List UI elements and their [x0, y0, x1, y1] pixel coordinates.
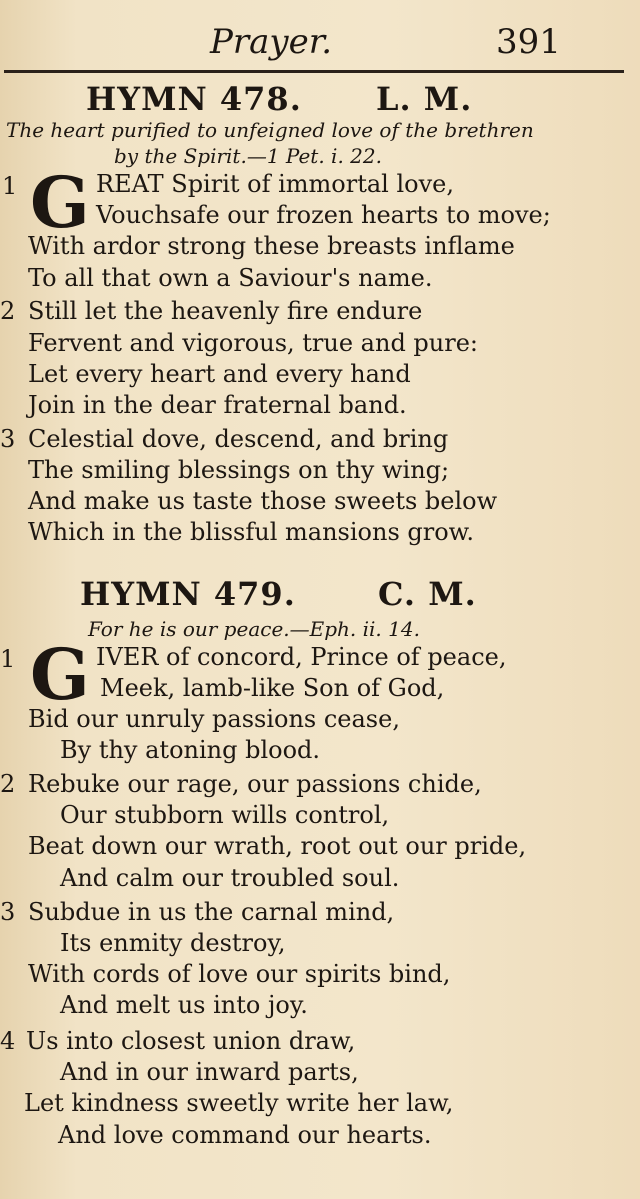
hymn-number: HYMN 479. [80, 575, 296, 613]
verse-line: Celestial dove, descend, and bring [28, 425, 449, 453]
hymn-478-heading [86, 80, 473, 118]
verse-line: Fervent and vigorous, true and pure: [28, 329, 479, 357]
verse-line: Join in the dear fraternal band. [28, 391, 407, 419]
verse-number: 1 [0, 645, 16, 673]
verse-line: By thy atoning blood. [60, 736, 321, 764]
hymn-meter: L. M. [376, 80, 473, 118]
page-number: 391 [496, 22, 561, 62]
section-title: Prayer. [210, 22, 333, 62]
verse-line: And make us taste those sweets below [28, 487, 498, 515]
drop-cap: G [30, 633, 90, 716]
hymn-478-subtitle-1: The heart purified to unfeigned love of the brethren [6, 118, 534, 142]
verse-line: Bid our unruly passions cease, [28, 705, 400, 733]
verse-line: REAT Spirit of immortal love, [96, 170, 454, 198]
header-rule [4, 70, 624, 73]
hymn-479-subtitle: For he is our peace.—Eph. ii. 14. [88, 617, 420, 641]
verse-number: 1 [2, 172, 18, 200]
verse-line: Rebuke our rage, our passions chide, [28, 770, 482, 798]
verse-number: 2 [0, 770, 16, 798]
verse-number: 4 [0, 1027, 16, 1055]
hymn-meter: C. M. [378, 575, 477, 613]
hymn-478-subtitle-2: by the Spirit.—1 Pet. i. 22. [114, 144, 382, 168]
verse-line: With cords of love our spirits bind, [28, 960, 451, 988]
verse-line: And melt us into joy. [60, 991, 308, 1019]
hymn-479-heading [80, 575, 477, 613]
drop-cap: G [30, 161, 90, 244]
verse-number: 3 [0, 898, 16, 926]
verse-line: Still let the heavenly fire endure [28, 297, 423, 325]
verse-number: 2 [0, 297, 16, 325]
verse-line: And in our inward parts, [60, 1058, 359, 1086]
verse-line: And calm our troubled soul. [60, 864, 400, 892]
verse-line: Its enmity destroy, [60, 929, 286, 957]
verse-line: Vouchsafe our frozen hearts to move; [96, 201, 551, 229]
running-header [0, 22, 640, 62]
verse-line: Us into closest union draw, [26, 1027, 356, 1055]
verse-line: With ardor strong these breasts inflame [28, 232, 515, 260]
verse-number: 3 [0, 425, 16, 453]
verse-line: Beat down our wrath, root out our pride, [28, 832, 527, 860]
verse-line: Meek, lamb-like Son of God, [100, 674, 445, 702]
verse-line: Let every heart and every hand [28, 360, 411, 388]
verse-line: Which in the blissful mansions grow. [28, 518, 474, 546]
verse-line: The smiling blessings on thy wing; [28, 456, 450, 484]
verse-line: Our stubborn wills control, [60, 801, 390, 829]
hymn-number: HYMN 478. [86, 80, 302, 118]
verse-line: IVER of concord, Prince of peace, [96, 643, 507, 671]
verse-line: And love command our hearts. [58, 1121, 432, 1149]
verse-line: Subdue in us the carnal mind, [28, 898, 395, 926]
verse-line: Let kindness sweetly write her law, [24, 1089, 454, 1117]
verse-line: To all that own a Saviour's name. [28, 264, 433, 292]
